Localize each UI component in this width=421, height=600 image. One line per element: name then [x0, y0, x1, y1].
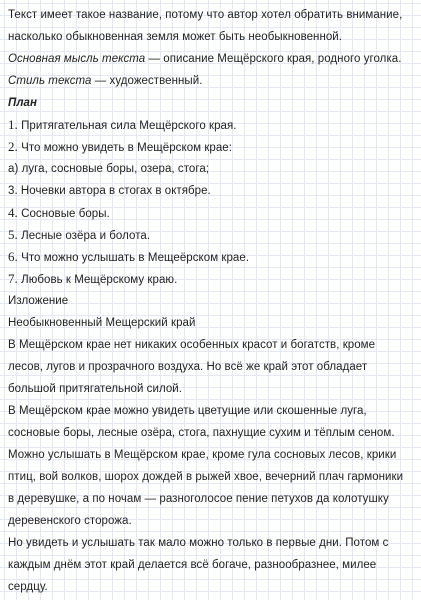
- plan-item-number: 6.: [8, 249, 18, 264]
- plan-item-number: 4.: [8, 205, 18, 220]
- main-idea-label: Основная мысль текста: [8, 53, 146, 65]
- plan-item-text: Притягательная сила Мещёрского края.: [17, 120, 237, 132]
- plan-item-text: Сосновые боры.: [17, 208, 110, 220]
- plan-item-2: [8, 136, 415, 158]
- plan-item-text: Что можно увидеть в Мещёрском крае:: [17, 142, 232, 154]
- summary-line: лесов, лугов и прозрачного воздуха. Но всё же край этот обладает: [8, 361, 368, 373]
- summary-title: Необыкновенный Мещерский край: [8, 317, 196, 329]
- plan-item-3: [8, 180, 415, 202]
- summary-line: большой притягательной силой.: [8, 383, 182, 395]
- style-label: Стиль текста: [8, 75, 92, 87]
- summary-line: сердцу.: [8, 581, 48, 593]
- plan-item-number: 5.: [8, 227, 18, 242]
- style-line: [8, 70, 415, 92]
- plan-item-6: [8, 246, 415, 268]
- style-text: — художественный.: [91, 75, 203, 87]
- plan-item-1: [8, 114, 415, 136]
- summary-line: в деревушке, а по ночам — разноголосое пение петухов да колотушку: [8, 493, 389, 505]
- plan-item-number: 7.: [8, 271, 18, 286]
- summary-line: каждым днём этот край делается всё богаче, разнообразнее, милее: [8, 559, 377, 571]
- summary-line: сосновые боры, лесные озёра, стога, пахнущие сухим и тёплым сеном.: [8, 427, 395, 439]
- summary-heading: Изложение: [8, 295, 69, 307]
- summary-line: Но увидеть и услышать так мало можно только в первые дни. Потом с: [8, 537, 389, 549]
- plan-item-text: а) луга, сосновые боры, озера, стога;: [8, 163, 210, 175]
- main-idea-line: [8, 48, 415, 70]
- plan-item-text: Лесные озёра и болота.: [17, 230, 151, 242]
- summary-line: деревенского сторожа.: [8, 515, 132, 527]
- plan-item-number: 2.: [8, 139, 18, 154]
- plan-item-number: 1.: [8, 117, 18, 132]
- plan-item-text: Что можно услышать в Мещеёрском крае.: [17, 252, 250, 264]
- main-idea-text: — описание Мещёрского края, родного уголка.: [145, 53, 402, 65]
- plan-item-2a: [8, 158, 415, 180]
- intro-line-2: насколько обыкновенная земля может быть необыкновенной.: [8, 31, 343, 43]
- intro-line-1: Текст имеет такое название, потому что автор хотел обратить внимание,: [8, 9, 403, 21]
- summary-line: птиц, вой волков, шорох дождей в рыжей хвое, вечерний плач гармоники: [8, 471, 404, 483]
- summary-line: Можно услышать в Мещёрском крае, кроме гула сосновых лесов, крики: [8, 449, 397, 461]
- summary-line: В Мещёрском крае можно увидеть цветущие или скошенные луга,: [8, 405, 367, 417]
- plan-title: План: [8, 97, 37, 109]
- plan-item-5: [8, 224, 415, 246]
- plan-item-7: [8, 268, 415, 290]
- plan-item-4: [8, 202, 415, 224]
- plan-item-text: Любовь к Мещёрскому краю.: [17, 274, 178, 286]
- summary-line: В Мещёрском крае нет никаких особенных красот и богатств, кроме: [8, 339, 376, 351]
- plan-item-text: 3. Ночевки автора в стогах в октябре.: [8, 185, 211, 197]
